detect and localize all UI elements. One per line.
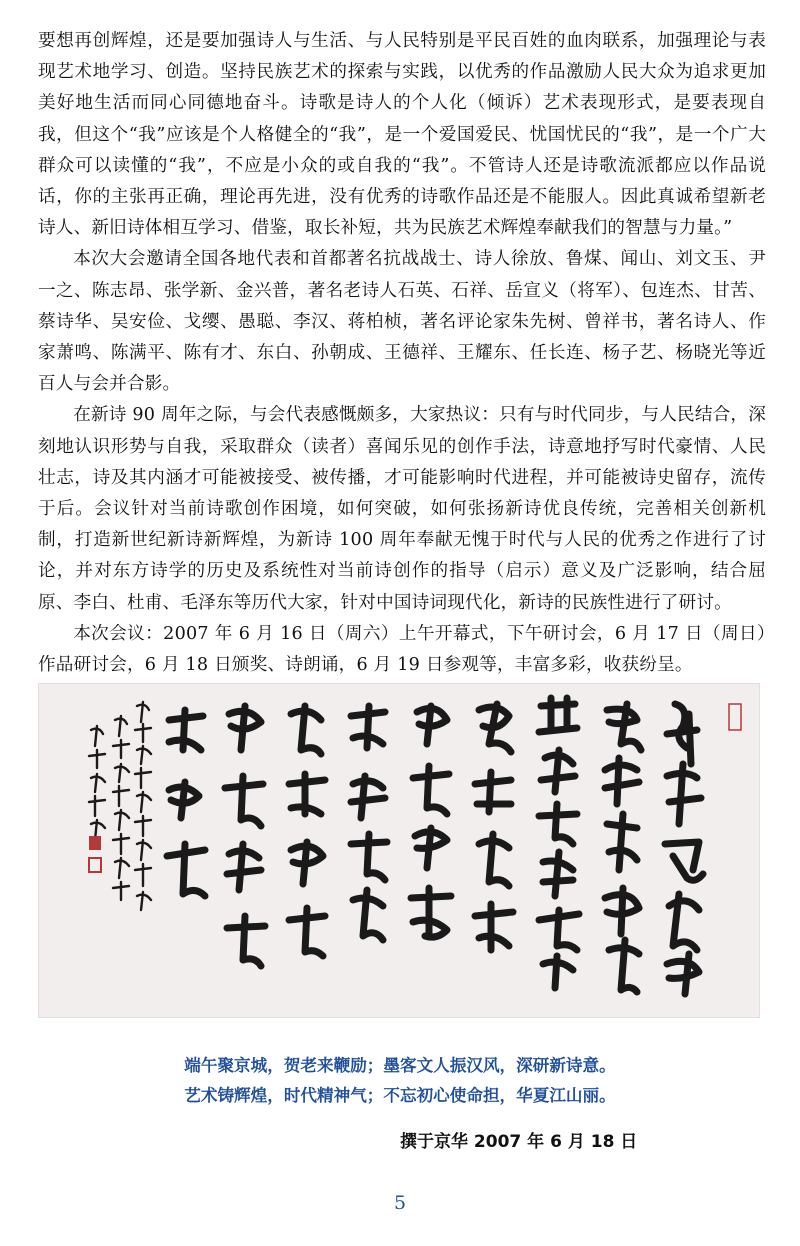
article-body [38, 26, 766, 681]
calligraphy-column-6 [351, 706, 387, 940]
byline: 撰于京华 2007 年 6 月 18 日 [400, 1132, 638, 1152]
page-number: 5 [393, 1192, 407, 1214]
caption-line-2: 艺术铸辉煌，时代精神气；不忘初心使命担，华夏江山丽。 [184, 1086, 616, 1105]
seal-top-right [729, 704, 741, 730]
paragraph-2: 本次大会邀请全国各地代表和首都著名抗战战士、诗人徐放、鲁煤、闻山、刘文玉、尹一之、陈志昂、张学新、金兴普，著名老诗人石英、石祥、岳宣义（将军）、包连杰、甘苦、蔡诗华、吴安俭、戈缨、愚聪、李汉、蒋柏桢，著名评论家朱先树、曾祥书，著名诗人、作家萧鸣、陈满平、陈有才、东白、孙朝成、王德祥、王耀东、任长连、杨子艺、杨晓光等近百人与会并合影。 [38, 249, 766, 395]
calligraphy-column-9 [167, 710, 205, 896]
inscription-column-2 [113, 716, 129, 900]
calligraphy-column-4 [475, 704, 513, 950]
calligraphy-column-2 [605, 704, 641, 992]
calligraphy-artwork [38, 683, 760, 1018]
calligraphy-column-3 [539, 698, 579, 988]
paragraph-4: 本次会议：2007 年 6 月 16 日（周六）上午开幕式，下午研讨会，6 月 17 日（周日）作品研讨会，6 月 18 日颁奖、诗朗诵，6 月 19 日参观等，丰富多彩，收获纷呈。 [38, 623, 766, 676]
seal-signature-1 [89, 836, 101, 850]
caption-line-1: 端午聚京城，贺老来鞭励；墨客文人振汉风，深研新诗意。 [184, 1056, 616, 1075]
inscription-column-3 [89, 726, 105, 840]
inscription-column-1 [135, 702, 151, 910]
calligraphy-column-1 [665, 704, 703, 994]
calligraphy-column-7 [289, 706, 325, 956]
paragraph-1: 要想再创辉煌，还是要加强诗人与生活、与人民特别是平民百姓的血肉联系，加强理论与表现艺术地学习、创造。坚持民族艺术的探索与实践，以优秀的作品激励人民大众为追求更加美好地生活而同心同德地奋斗。诗歌是诗人的个人化（倾诉）艺术表现形式，是要表现自我，但这个“我”应该是个人格健全的“我”，是一个爱国爱民、忧国忧民的“我”，是一个广大群众可以读懂的“我”，不应是小众的或自我的“我”。不管诗人还是诗歌流派都应以作品说话，你的主张再正确，理论再先进，没有优秀的诗歌作品还是不能服人。因此真诚希望新老诗人、新旧诗体相互学习、借鉴，取长补短，共为民族艺术辉煌奉献我们的智慧与力量。” [38, 31, 766, 239]
calligraphy-column-8 [225, 706, 265, 966]
poem-caption [0, 1051, 800, 1111]
calligraphy-image [39, 684, 760, 1018]
seal-signature-2 [89, 858, 101, 872]
paragraph-3: 在新诗 90 周年之际，与会代表感慨颇多，大家热议：只有与时代同步，与人民结合，深刻地认识形势与自我，采取群众（读者）喜闻乐见的创作手法，诗意地抒写时代豪情、人民壮志，诗及其内涵才可能被接受、被传播，才可能影响时代进程，并可能被诗史留存，流传于后。会议针对当前诗歌创作困境，如何突破，如何张扬新诗优良传统，完善相关创新机制，打造新世纪新诗新辉煌，为新诗 100 周年奉献无愧于时代与人民的优秀之作进行了讨论，并对东方诗学的历史及系统性对当前诗创作的指导（启示）意义及广泛影响，结合屈原、李白、杜甫、毛泽东等历代大家，针对中国诗词现代化，新诗的民族性进行了研讨。 [38, 405, 766, 613]
calligraphy-column-5 [411, 706, 451, 937]
